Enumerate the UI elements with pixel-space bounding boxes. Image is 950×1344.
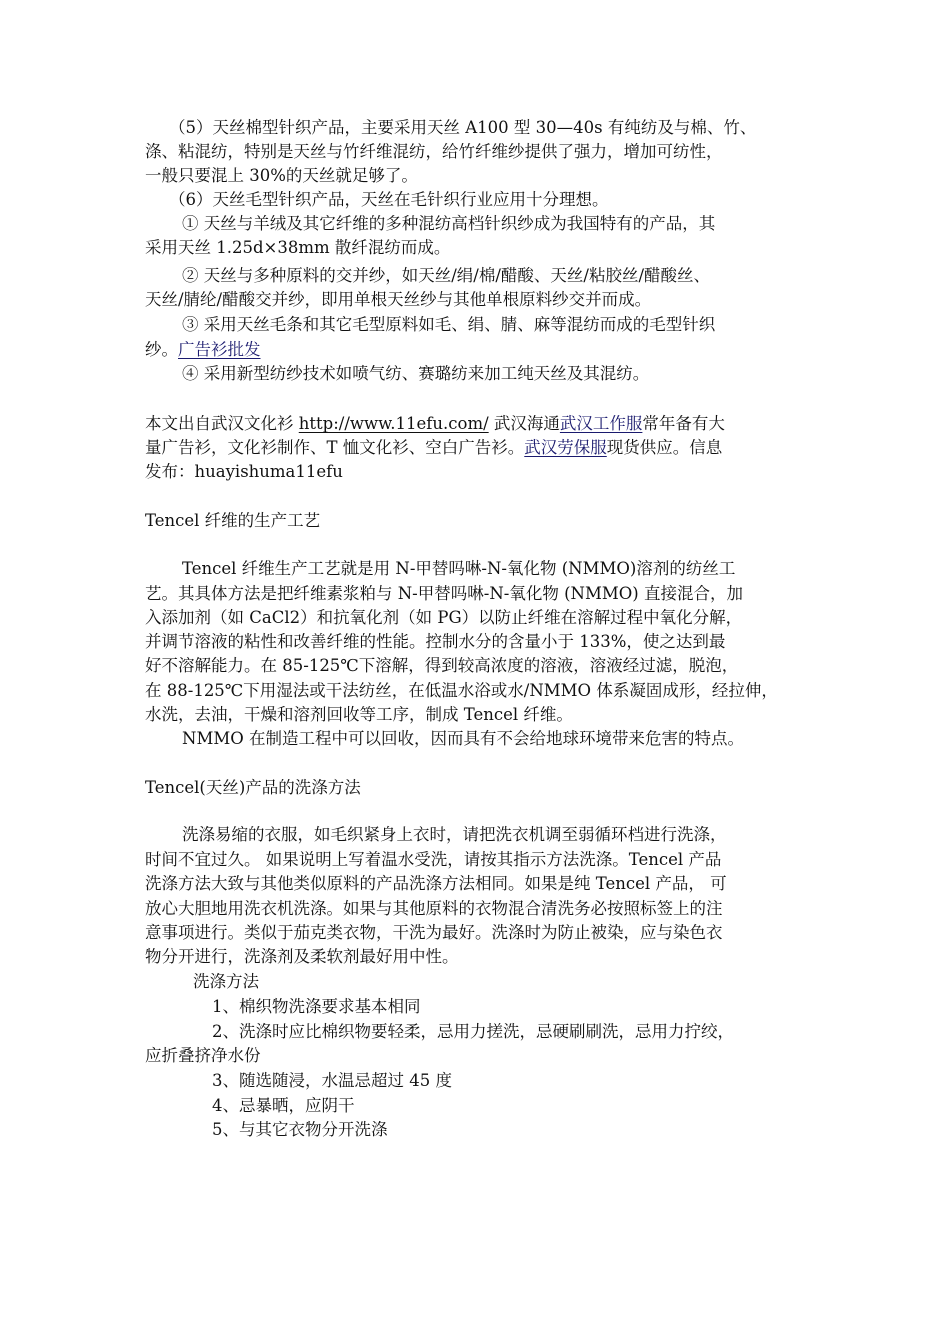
paragraph-5-line-1: （5）天丝棉型针织产品，主要采用天丝 A100 型 30—40s 有纯纺及与棉、竹、 <box>169 118 757 137</box>
section-2-para-line-5: 好不溶解能力。在 85-125℃下溶解，得到较高浓度的溶液，溶液经过滤，脱泡， <box>145 656 739 675</box>
section-3-para-line-2: 时间不宜过久。 如果说明上写着温水受洗，请按其指示方法洗涤。Tencel 产品 <box>145 850 722 869</box>
source-note-line-2 <box>145 436 722 460</box>
source-note-mid: 武汉海通 <box>488 414 560 433</box>
section-3-para-line-5: 意事项进行。类似于茄克类衣物，干洗为最好。洗涤时为防止被染，应与染色衣 <box>145 923 723 942</box>
list-item-4: ④ 采用新型纺纱技术如喷气纺、赛璐纺来加工纯天丝及其混纺。 <box>182 364 650 383</box>
wuhan-labor-uniform-link[interactable]: 武汉劳保服 <box>524 438 607 457</box>
section-2-para-line-3: 入添加剂（如 CaCl2）和抗氧化剂（如 PG）以防止纤维在溶解过程中氧化分解， <box>145 608 743 627</box>
section-2-heading: Tencel 纤维的生产工艺 <box>145 511 321 530</box>
section-2-para-line-4: 并调节溶液的粘性和改善纤维的性能。控制水分的含量小于 133%，使之达到最 <box>145 632 726 651</box>
section-2-para-line-7: 水洗，去油，干燥和溶剂回收等工序，制成 Tencel 纤维。 <box>145 705 573 724</box>
washing-method-5: 5、与其它衣物分开洗涤 <box>212 1120 388 1139</box>
list-item-3-line-2 <box>145 338 261 362</box>
washing-method-2-line-1: 2、洗涤时应比棉织物要轻柔，忌用力搓洗，忌硬刷刷洗，忌用力拧绞， <box>212 1022 734 1041</box>
list-item-2-line-1: ② 天丝与多种原料的交并纱，如天丝/绢/棉/醋酸、天丝/粘胶丝/醋酸丝、 <box>182 266 711 285</box>
washing-methods-title: 洗涤方法 <box>193 972 259 991</box>
paragraph-5-line-3: 一般只要混上 30%的天丝就足够了。 <box>145 166 418 185</box>
section-3-para-line-3: 洗涤方法大致与其他类似原料的产品洗涤方法相同。如果是纯 Tencel 产品， 可 <box>145 874 727 893</box>
list-item-3-line-1: ③ 采用天丝毛条和其它毛型原料如毛、绢、腈、麻等混纺而成的毛型针织 <box>182 315 716 334</box>
list-item-3-prefix: 纱。 <box>145 340 178 359</box>
washing-method-3: 3、随选随浸，水温忌超过 45 度 <box>212 1071 452 1090</box>
paragraph-6: （6）天丝毛型针织产品，天丝在毛针织行业应用十分理想。 <box>169 190 609 209</box>
list-item-1-line-2: 采用天丝 1.25d×38mm 散纤混纺而成。 <box>145 238 451 257</box>
list-item-1-line-1: ① 天丝与羊绒及其它纤维的多种混纺高档针织纱成为我国特有的产品，其 <box>182 214 716 233</box>
section-2-para-line-6: 在 88-125℃下用湿法或干法纺丝，在低温水浴或水/NMMO 体系凝固成形，经拉伸， <box>145 681 778 700</box>
washing-method-2-line-2: 应折叠挤净水份 <box>145 1046 261 1065</box>
source-note-suffix-2: 现货供应。信息 <box>606 438 723 457</box>
source-note-line-3: 发布：huayishuma11efu <box>145 462 343 481</box>
washing-method-1: 1、棉织物洗涤要求基本相同 <box>212 997 421 1016</box>
list-item-2-line-2: 天丝/腈纶/醋酸交并纱，即用单根天丝纱与其他单根原料纱交并而成。 <box>145 290 652 309</box>
section-3-para-line-4: 放心大胆地用洗衣机洗涤。如果与其他原料的衣物混合清洗务必按照标签上的注 <box>145 899 723 918</box>
section-3-heading: Tencel(天丝)产品的洗涤方法 <box>145 778 361 797</box>
source-note-line-2-text: 量广告衫，文化衫制作、T 恤文化衫、空白广告衫。 <box>145 438 525 457</box>
wuhan-workwear-link[interactable]: 武汉工作服 <box>559 414 643 433</box>
ad-tshirt-wholesale-link[interactable]: 广告衫批发 <box>178 340 261 359</box>
source-url-link[interactable]: http://www.11efu.com/ <box>298 414 489 433</box>
source-note-prefix: 本文出自武汉文化衫 <box>145 414 299 433</box>
washing-method-4: 4、忌暴晒，应阴干 <box>212 1096 355 1115</box>
section-2-para-2: NMMO 在制造工程中可以回收，因而具有不会给地球环境带来危害的特点。 <box>182 729 744 748</box>
section-2-para-line-2: 艺。其具体方法是把纤维素浆粕与 N-甲替吗啉-N-氧化物 (NMMO) 直接混合，加 <box>145 584 743 603</box>
paragraph-5-line-2: 涤、粘混纺，特别是天丝与竹纤维混纺，给竹纤维纱提供了强力，增加可纺性， <box>145 142 723 161</box>
section-3-para-line-1: 洗涤易缩的衣服，如毛织紧身上衣时，请把洗衣机调至弱循环档进行洗涤， <box>182 825 727 844</box>
section-3-para-line-6: 物分开进行，洗涤剂及柔软剂最好用中性。 <box>145 947 459 966</box>
source-note-suffix-1: 常年备有大 <box>642 414 725 433</box>
section-2-para-line-1: Tencel 纤维生产工艺就是用 N-甲替吗啉-N-氧化物 (NMMO)溶剂的纺丝工 <box>182 559 736 578</box>
source-note-line-1 <box>145 412 725 436</box>
